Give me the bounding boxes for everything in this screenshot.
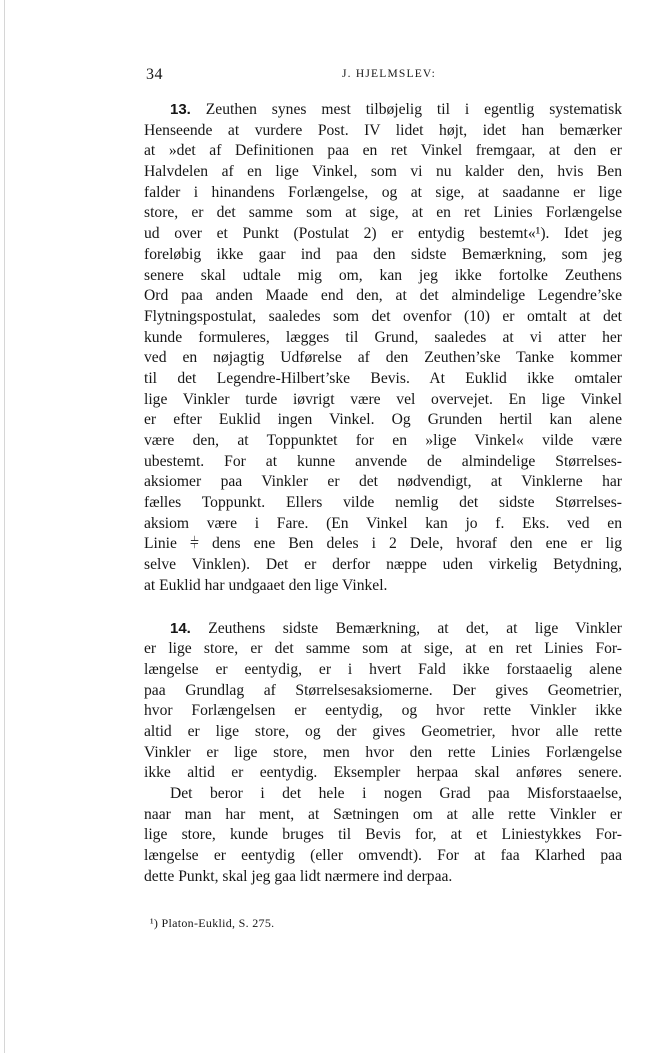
text-line: dette Punkt, skal jeg gaa lidt nærmere ind derpaa. <box>144 867 453 885</box>
text-line: Halvdelen af en lige Vinkel, som vi nu kalder den, hvis Ben <box>144 163 622 181</box>
text-line: Det beror i det hele i nogen Grad paa Misforstaaelse, <box>170 785 622 802</box>
text-line: selve Vinklen). Det er derfor næppe uden virkelig Betydning, <box>144 556 622 574</box>
text-line: længelse er eentydig, er i hvert Fald ikke forstaaelig alene <box>144 660 622 678</box>
page-number: 34 <box>146 66 163 83</box>
text-line: ved en nøjagtig Udførelse af den Zeuthen’ske Tanke kommer <box>144 349 622 367</box>
text-line: naar man har ment, at Sætningen om at alle rette Vinkler er <box>144 805 622 823</box>
page-header <box>146 66 622 86</box>
text-line: at »det af Definitionen paa en ret Vinkel fremgaar, at den er <box>144 142 622 160</box>
section-number: 14. <box>170 619 191 637</box>
text-line: senere skal udtale mig om, kan jeg ikke fortolke Zeuthens <box>144 266 622 284</box>
text-line: foreløbig ikke gaar ind paa den sidste Bemærkning, som jeg <box>144 245 622 263</box>
text-line: Linie ⫩ dens ene Ben deles i 2 Dele, hvoraf den ene er lig <box>144 535 622 553</box>
footnote: ¹) Platon-Euklid, S. 275. <box>150 916 275 930</box>
text-line: ikke altid er eentydig. Eksempler herpaa skal anføres senere. <box>144 764 622 782</box>
text-line: at Euklid har undgaaet den lige Vinkel. <box>144 576 388 594</box>
text-line: Flytningspostulat, saaledes som det ovenfor (10) er omtalt at det <box>144 307 622 325</box>
text-line: aksiom være i Fare. (En Vinkel kan jo f. Eks. ved en <box>144 514 622 532</box>
body-text <box>144 100 622 887</box>
text-line: fælles Toppunkt. Ellers vilde nemlig det sidste Størrelses- <box>144 494 622 512</box>
text-line: Henseende at vurdere Post. IV lidet højt, idet han bemærker <box>144 121 622 139</box>
text-line: 14. Zeuthens sidste Bemærkning, at det, at lige Vinkler <box>170 619 622 637</box>
text-line: kunde formuleres, lægges til Grund, saaledes at vi atter her <box>144 328 622 346</box>
text-line: Vinkler er lige store, men hvor den rette Linies Forlængelse <box>144 743 622 761</box>
text-line: falder i hinandens Forlængelse, og at sige, at saadanne er lige <box>144 183 622 201</box>
text-line: til det Legendre-Hilbert’ske Bevis. At Euklid ikke omtaler <box>144 369 622 387</box>
section-number: 13. <box>170 101 191 118</box>
running-head: J. HJELMSLEV: <box>342 68 436 80</box>
text-line: paa Grundlag af Størrelsesaksiomerne. Der gives Geometrier, <box>144 681 622 699</box>
text-line: aksiomer paa Vinkler er det nødvendigt, at Vinklerne har <box>144 473 622 491</box>
text-line: lige Vinkler turde iøvrigt være vel overvejet. En lige Vinkel <box>144 390 622 408</box>
text-line: altid er lige store, og der gives Geometrier, hvor alle rette <box>144 722 622 740</box>
text-line: længelse er eentydig (eller omvendt). For at faa Klarhed paa <box>144 847 622 865</box>
text-line: hvor Forlængelsen er eentydig, og hvor rette Vinkler ikke <box>144 702 622 720</box>
scan-edge-line <box>4 0 5 1053</box>
text-line: være den, at Toppunktet for en »lige Vinkel« vilde være <box>144 432 622 449</box>
section-gap <box>144 597 622 619</box>
text-line: ud over et Punkt (Postulat 2) er entydig bestemt«¹). Idet jeg <box>144 225 622 243</box>
text-line: Ord paa anden Maade end den, at det almindelige Legendre’ske <box>144 287 622 305</box>
text-line: er lige store, er det samme som at sige, at en ret Linies For- <box>144 640 622 658</box>
text-line: er efter Euklid ingen Vinkel. Og Grunden hertil kan alene <box>144 411 622 429</box>
text-line: store, er det samme som at sige, at en ret Linies Forlængelse <box>144 204 622 222</box>
text-line: 13. Zeuthen synes mest tilbøjelig til i egentlig systematisk <box>170 101 622 118</box>
text-line: lige store, kunde bruges til Bevis for, at et Liniestykkes For- <box>144 826 622 844</box>
text-line: ubestemt. For at kunne anvende de almindelige Størrelses- <box>144 452 622 470</box>
